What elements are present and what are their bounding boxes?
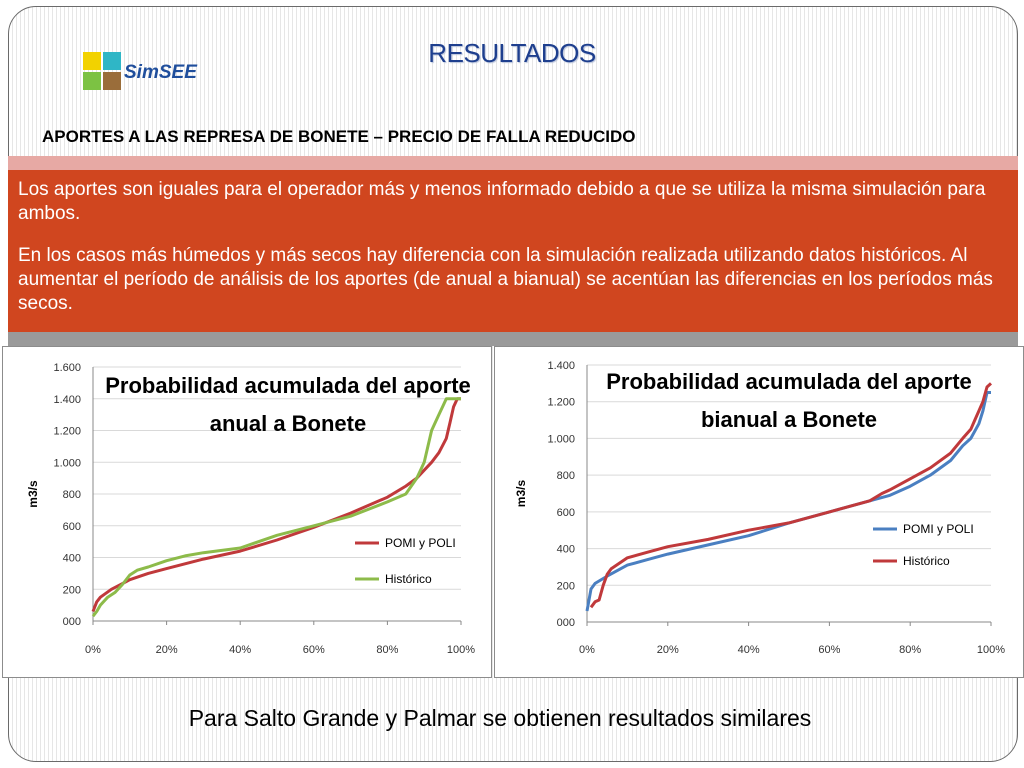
gray-band [8, 332, 1018, 346]
y-tick-label: 1.200 [547, 396, 575, 409]
y-axis-title: m3/s [514, 479, 528, 508]
y-tick-label: 000 [62, 616, 81, 628]
legend-label: Histórico [385, 572, 432, 586]
y-tick-label: 800 [556, 470, 575, 483]
x-tick-label: 0% [579, 644, 595, 656]
y-tick-label: 200 [62, 584, 81, 597]
logo-text: SimSEE [124, 62, 197, 83]
chart-bianual [494, 346, 1024, 678]
footer-note: Para Salto Grande y Palmar se obtienen resultados similares [188, 705, 812, 731]
section-subtitle: APORTES A LAS REPRESA DE BONETE – PRECIO DE FALLA REDUCIDO [42, 127, 636, 146]
summary-paragraph-1: Los aportes son iguales para el operador más y menos informado debido a que se utiliza la misma simulación para ambos. [18, 179, 986, 224]
y-tick-label: 1.600 [53, 362, 81, 374]
x-tick-label: 40% [737, 644, 760, 656]
chart-title-line-1: Probabilidad acumulada del aporte [105, 373, 471, 398]
y-tick-label: 400 [556, 543, 575, 556]
x-tick-label: 60% [818, 644, 841, 656]
x-tick-label: 100% [446, 644, 476, 656]
y-tick-label: 1.000 [547, 433, 575, 446]
logo-square-brown [103, 72, 121, 90]
chart-title-line-2: bianual a Bonete [700, 407, 878, 432]
y-tick-label: 600 [556, 506, 575, 519]
pink-band [8, 156, 1018, 170]
y-tick-label: 000 [556, 617, 575, 629]
x-tick-label: 100% [976, 644, 1006, 656]
x-tick-label: 20% [155, 644, 178, 656]
legend-label: Histórico [903, 554, 950, 568]
x-tick-label: 80% [899, 644, 922, 656]
y-tick-label: 400 [62, 552, 81, 565]
y-tick-label: 1.400 [547, 360, 575, 372]
logo-square-green [83, 72, 101, 90]
x-tick-label: 0% [85, 644, 101, 656]
chart-annual [2, 346, 492, 678]
page-title: RESULTADOS [428, 38, 596, 68]
x-tick-label: 80% [376, 644, 399, 656]
y-tick-label: 1.400 [53, 393, 81, 406]
y-tick-label: 600 [62, 520, 81, 533]
y-tick-label: 1.200 [53, 425, 81, 438]
chart-title-line-2: anual a Bonete [209, 411, 367, 436]
summary-band [8, 170, 1018, 332]
y-tick-label: 200 [556, 580, 575, 593]
chart-annual-svg [3, 347, 493, 679]
legend-label: POMI y POLI [903, 522, 974, 536]
chart-title-line-1: Probabilidad acumulada del aporte [606, 369, 972, 394]
legend-label: POMI y POLI [385, 536, 456, 550]
y-axis-title: m3/s [26, 480, 40, 508]
y-tick-label: 1.000 [53, 457, 81, 470]
chart-bianual-svg [495, 347, 1024, 679]
x-tick-label: 60% [302, 644, 325, 656]
summary-paragraph-2: En los casos más húmedos y más secos hay diferencia con la simulación realizada utilizando datos históricos. Al aumentar el período de análisis de los aportes (de anual a bianual) se acentúan las diferencias en los períodos más secos. [18, 245, 993, 314]
x-tick-label: 40% [229, 644, 252, 656]
y-tick-label: 800 [62, 489, 81, 501]
x-tick-label: 20% [656, 644, 679, 656]
